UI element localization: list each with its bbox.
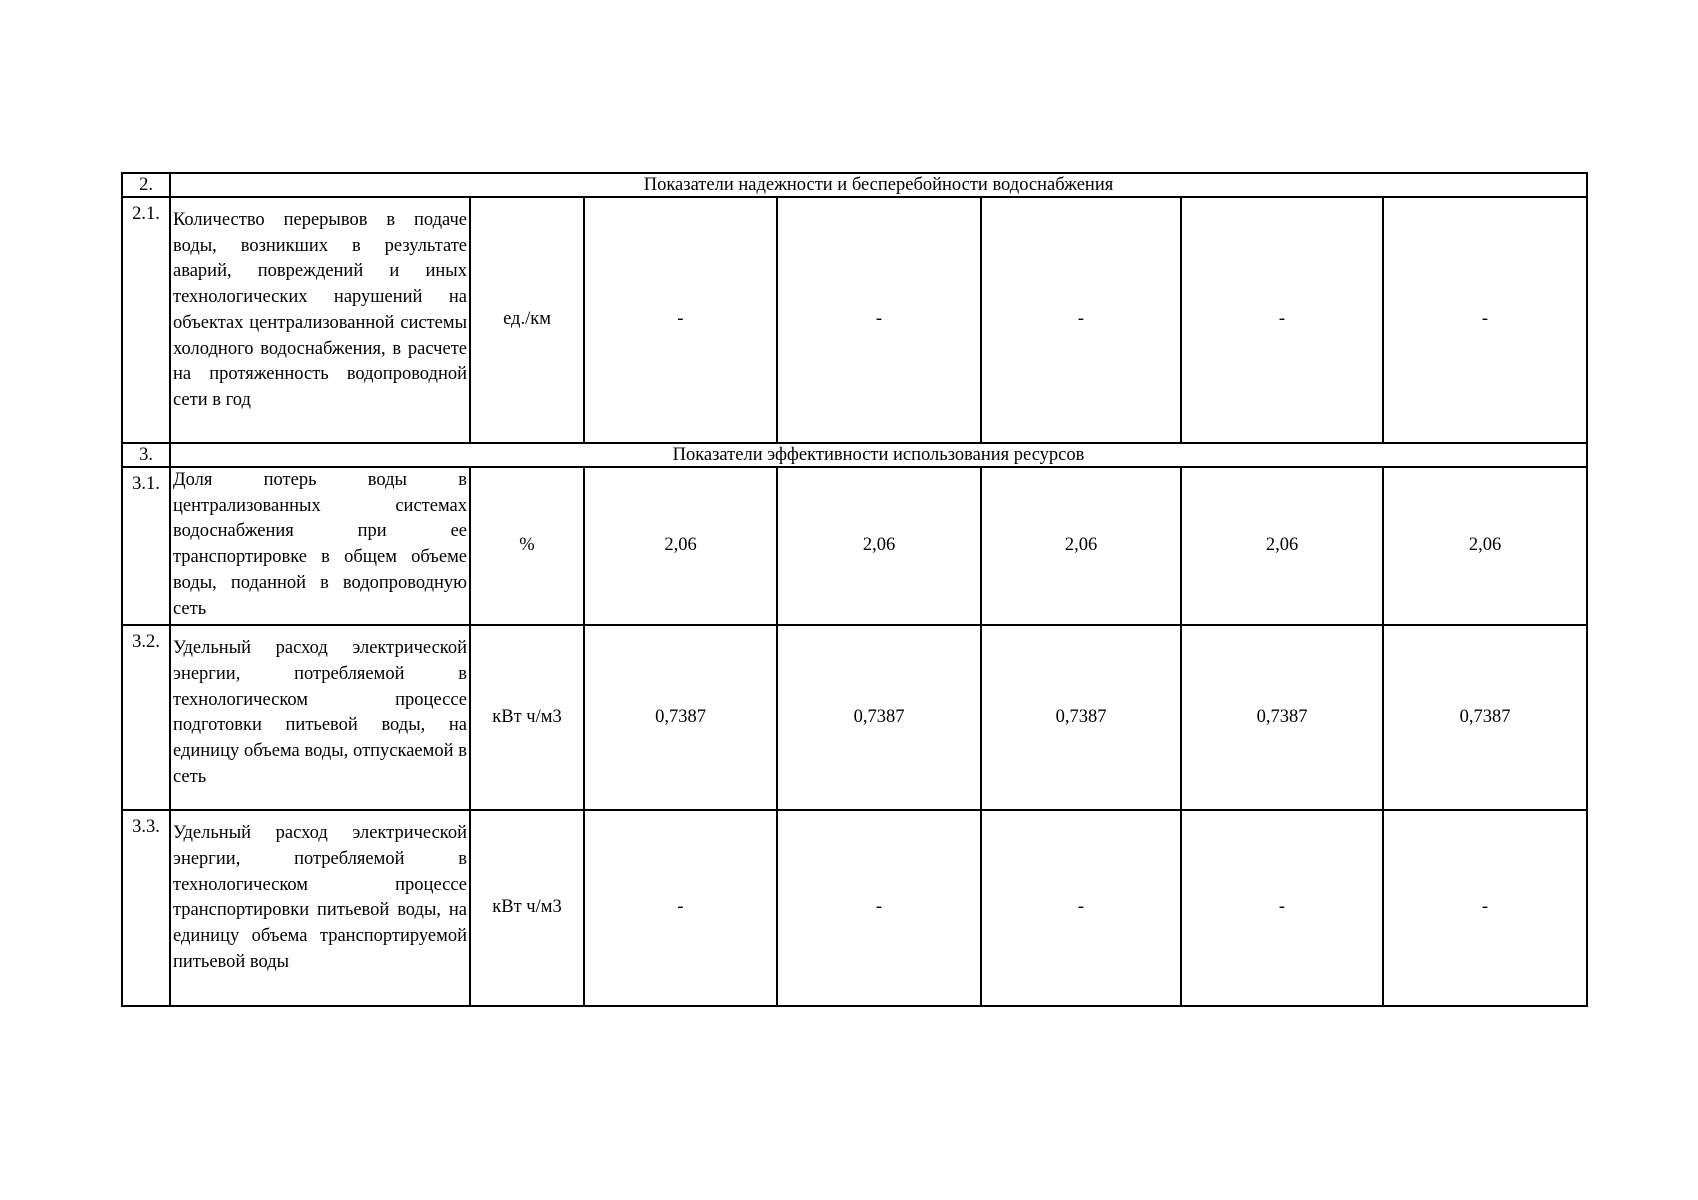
value-cell: 2,06 <box>1383 467 1587 625</box>
table-row <box>122 197 1587 443</box>
value-cell: 0,7387 <box>584 625 777 810</box>
value-cell: - <box>1383 810 1587 1006</box>
table-row <box>122 625 1587 810</box>
indicators-table <box>121 172 1588 1007</box>
indicator-description: Удельный расход электрической энергии, потребляемой в технологическом процессе подготовки питьевой воды, на единицу объема воды, отпускаемой в сеть <box>170 625 470 810</box>
row-number: 2.1. <box>122 197 170 443</box>
row-number: 3.1. <box>122 467 170 625</box>
value-cell: 0,7387 <box>777 625 981 810</box>
value-cell: - <box>1383 197 1587 443</box>
section-title: Показатели надежности и бесперебойности водоснабжения <box>170 173 1587 197</box>
section-number: 2. <box>122 173 170 197</box>
row-number: 3.2. <box>122 625 170 810</box>
value-cell: - <box>584 810 777 1006</box>
value-cell: - <box>981 810 1181 1006</box>
indicator-description: Удельный расход электрической энергии, потребляемой в технологическом процессе транспортировки питьевой воды, на единицу объема транспортируемой питьевой воды <box>170 810 470 1006</box>
unit-cell: % <box>470 467 584 625</box>
row-number: 3.3. <box>122 810 170 1006</box>
value-cell: 0,7387 <box>981 625 1181 810</box>
value-cell: - <box>777 810 981 1006</box>
section-title: Показатели эффективности использования ресурсов <box>170 443 1587 467</box>
unit-cell: ед./км <box>470 197 584 443</box>
value-cell: 2,06 <box>777 467 981 625</box>
indicator-description: Количество перерывов в подаче воды, возникших в результате аварий, повреждений и иных технологических нарушений на объектах централизованной системы холодного водоснабжения, в расчете на протяженность водопроводной сети в год <box>170 197 470 443</box>
value-cell: 2,06 <box>981 467 1181 625</box>
section-header-row <box>122 443 1587 467</box>
value-cell: 0,7387 <box>1383 625 1587 810</box>
value-cell: 0,7387 <box>1181 625 1383 810</box>
section-header-row <box>122 173 1587 197</box>
unit-cell: кВт ч/м3 <box>470 625 584 810</box>
value-cell: - <box>1181 810 1383 1006</box>
value-cell: - <box>1181 197 1383 443</box>
unit-cell: кВт ч/м3 <box>470 810 584 1006</box>
value-cell: - <box>777 197 981 443</box>
table-row <box>122 467 1587 625</box>
value-cell: - <box>981 197 1181 443</box>
value-cell: - <box>584 197 777 443</box>
table-row <box>122 810 1587 1006</box>
section-number: 3. <box>122 443 170 467</box>
indicator-description: Доля потерь воды в централизованных системах водоснабжения при ее транспортировке в общем объеме воды, поданной в водопроводную сеть <box>170 467 470 625</box>
value-cell: 2,06 <box>1181 467 1383 625</box>
value-cell: 2,06 <box>584 467 777 625</box>
